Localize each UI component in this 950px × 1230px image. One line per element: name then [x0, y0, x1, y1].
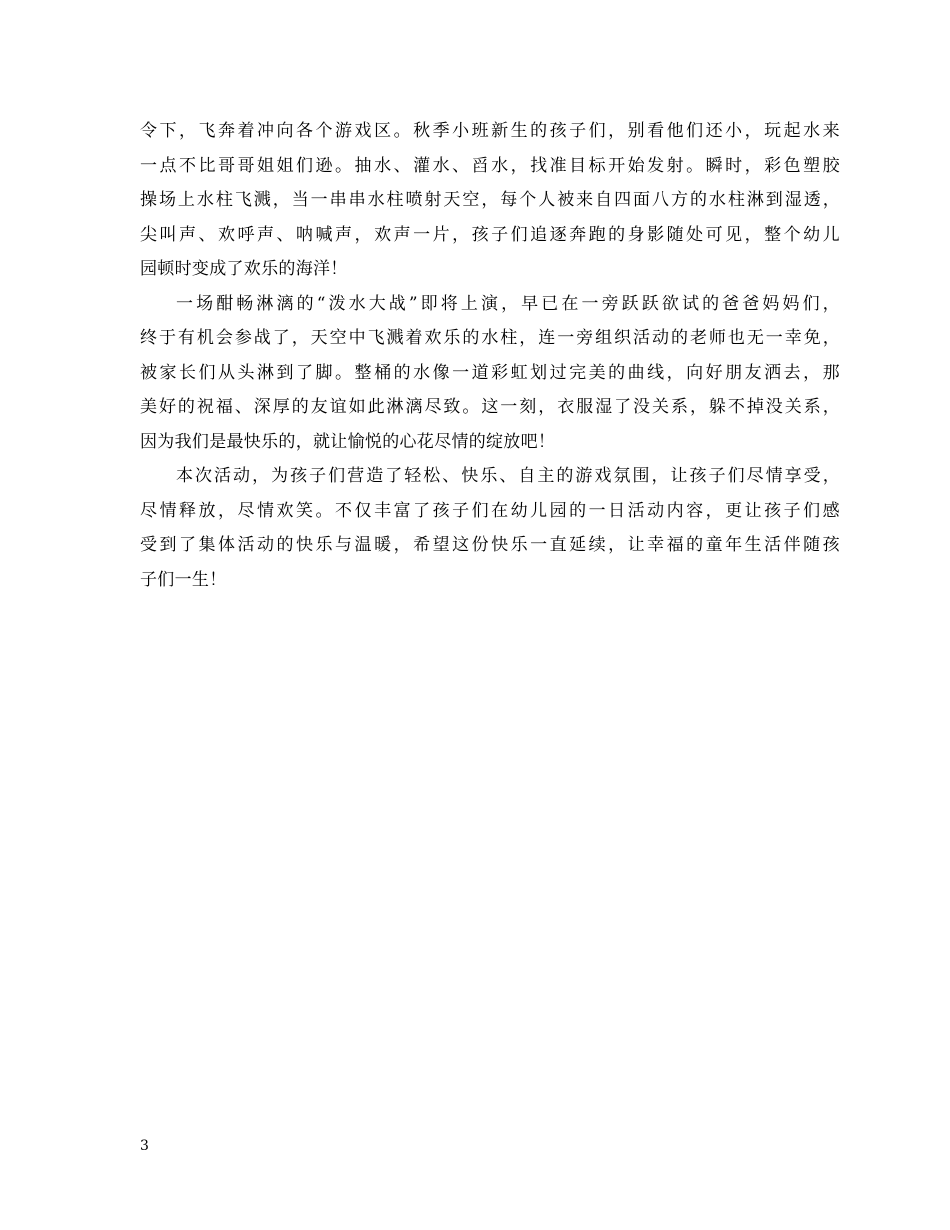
paragraph — [140, 459, 840, 597]
paragraph — [140, 287, 840, 460]
text-line: 终于有机会参战了，天空中飞溅着欢乐的水柱，连一旁组织活动的老师也无一幸免， — [140, 328, 840, 348]
text-line: 尖叫声、欢呼声、呐喊声，欢声一片，孩子们追逐奔跑的身影随处可见，整个幼儿 — [140, 224, 840, 245]
text-line: 被家长们从头淋到了脚。整桶的水像一道彩虹划过完美的曲线，向好朋友洒去，那 — [140, 362, 840, 383]
document-body — [140, 114, 840, 597]
text-line: 受到了集体活动的快乐与温暖，希望这份快乐一直延续，让幸福的童年生活伴随孩 — [140, 535, 840, 555]
text-line: 子们一生！ — [140, 569, 227, 590]
paragraph — [140, 114, 840, 287]
text-line: 美好的祝福、深厚的友谊如此淋漓尽致。这一刻，衣服湿了没关系，躲不掉没关系， — [140, 397, 840, 417]
text-line: 令下，飞奔着冲向各个游戏区。秋季小班新生的孩子们，别看他们还小，玩起水来 — [140, 121, 840, 141]
text-line: 一点不比哥哥姐姐们逊。抽水、灌水、舀水，找准目标开始发射。瞬时，彩色塑胶 — [140, 155, 840, 176]
text-line: 尽情释放，尽情欢笑。不仅丰富了孩子们在幼儿园的一日活动内容，更让孩子们感 — [140, 500, 840, 521]
page-number: 3 — [140, 1138, 149, 1154]
text-line: 操场上水柱飞溅，当一串串水柱喷射天空，每个人被来自四面八方的水柱淋到湿透， — [140, 190, 840, 210]
text-line: 园顿时变成了欢乐的海洋！ — [140, 259, 348, 279]
text-line: 因为我们是最快乐的，就让愉悦的心花尽情的绽放吧！ — [140, 431, 556, 452]
text-line: 本次活动，为孩子们营造了轻松、快乐、自主的游戏氛围，让孩子们尽情享受， — [176, 466, 840, 486]
text-line: 一场酣畅淋漓的“泼水大战”即将上演，早已在一旁跃跃欲试的爸爸妈妈们， — [176, 293, 840, 314]
